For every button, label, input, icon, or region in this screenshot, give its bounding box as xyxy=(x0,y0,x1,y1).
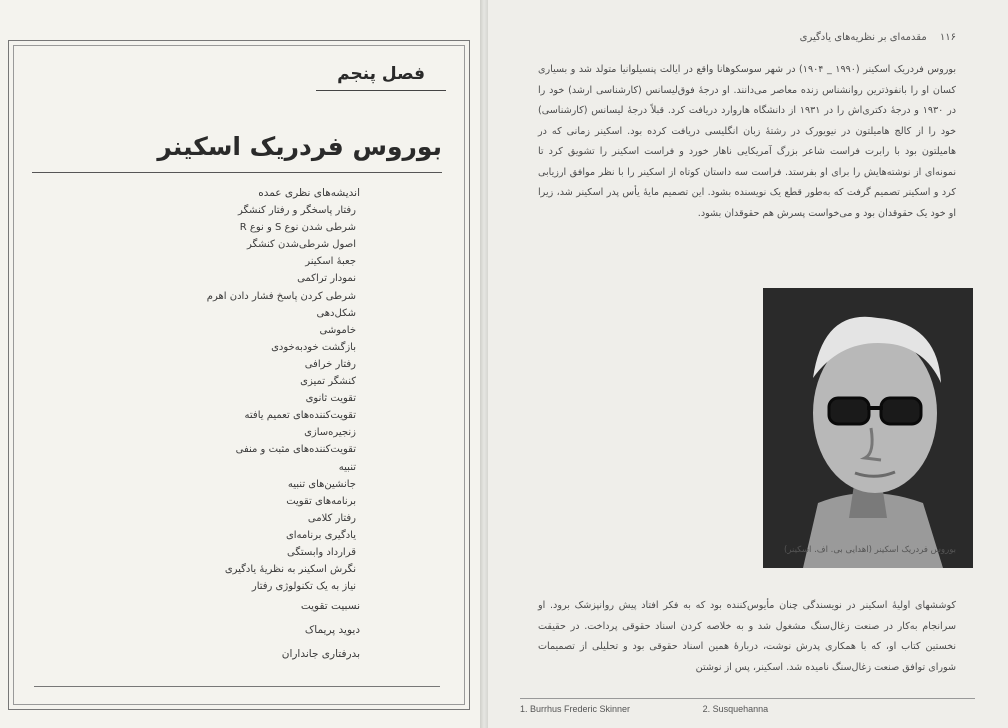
topic-item: تقویت‌کننده‌های تعمیم یافته xyxy=(244,410,356,422)
people-item: دیوید پریماک xyxy=(304,624,360,636)
chapter-label: فصل پنجم xyxy=(337,64,425,84)
people-item: بدرفتاری جانداران xyxy=(281,648,360,660)
people-list xyxy=(60,594,360,666)
topic-item: زنجیره‌سازی xyxy=(304,427,356,439)
topic-item: رفتار خرافی xyxy=(304,358,356,370)
topic-item: یادگیری برنامه‌ای xyxy=(285,529,356,541)
footnote-rule xyxy=(520,698,975,699)
topic-item: خاموشی xyxy=(319,324,356,336)
topic-item: جانشین‌های تنبیه xyxy=(287,478,356,490)
title-rule xyxy=(32,172,442,173)
people-heading: نسبیت تقویت xyxy=(300,600,360,612)
topic-item: نگرش اسکینر به نظریهٔ یادگیری xyxy=(224,564,356,576)
topic-item: رفتار پاسخگر و رفتار کنشگر xyxy=(238,205,356,217)
portrait-photo xyxy=(763,288,973,568)
topic-item: شکل‌دهی xyxy=(316,307,356,319)
footnotes xyxy=(520,704,975,714)
topic-item: قرارداد وابستگی xyxy=(287,546,356,558)
topic-item: کنشگر تمیزی xyxy=(300,376,356,388)
left-page xyxy=(0,0,480,728)
topic-item: اصول شرطی‌شدن کنشگر xyxy=(247,239,356,251)
topic-item: نیاز به یک تکنولوژی رفتار xyxy=(251,581,356,593)
book-gutter xyxy=(480,0,488,728)
topic-item: جعبهٔ اسکینر xyxy=(305,256,356,268)
bottom-rule xyxy=(34,686,440,687)
topics-heading: اندیشه‌های نظری عمده xyxy=(258,187,360,199)
topic-item: بازگشت خودبه‌خودی xyxy=(271,341,356,353)
running-header xyxy=(800,32,956,43)
topic-item: تقویت ثانوی xyxy=(305,393,356,405)
topic-item: شرطی شدن نوع S و نوع R xyxy=(239,222,356,234)
footnote-2: 2. Susquehanna xyxy=(702,704,769,714)
page-number: ۱۱۶ xyxy=(939,32,956,43)
running-header-title: مقدمه‌ای بر نظریه‌های یادگیری xyxy=(799,32,927,43)
topic-item: تنبیه xyxy=(338,461,356,473)
topics-list xyxy=(60,185,360,595)
footnote-1: 1. Burrhus Frederic Skinner xyxy=(520,704,631,714)
paragraph-1: بوروس فردریک اسکینر (۱۹۹۰ _ ۱۹۰۴) در شهر سوسکوهانا واقع در ایالت پنسیلوانیا متولد شد و بسیاری کسان او را بانفوذترین روانشناس زنده معاصر می‌دانند. او درجهٔ فوق‌لیسانس (کارشناسی ارشد) خود را در ۱۹۳۰ و درجهٔ دکتری‌اش را در ۱۹۳۱ از دانشگاه هاروارد دریافت کرد. قبلاً درجهٔ لیسانس (کارشناسی) خود را از کالج هامیلتون در نیویورک در رشتهٔ زبان انگلیسی دریافت کرده بود. اسکینر زمانی که در هامیلتون بود با رابرت فراست شاعر بزرگ آمریکایی ناهار خورد و فراست اسکینر را تشویق کرد تا نمونه‌ای از نوشته‌هایش را برای او بفرستد. فراست سه داستان کوتاه از اسکینر را با نظر موافق ارزیابی کرد و اسکینر تصمیم گرفت که به‌طور قطع یک نویسنده بشود. این تصمیم مایهٔ یأس پدر اسکینر شد، زیرا او خود یک حقوقدان بود و می‌خواست پسرش هم حقوقدان بشود. xyxy=(538,64,956,219)
topic-item: برنامه‌های تقویت xyxy=(286,495,356,507)
portrait-illustration xyxy=(763,288,973,568)
topic-item: رفتار کلامی xyxy=(307,512,356,524)
chapter-title: بوروس فردریک اسکینر xyxy=(157,132,442,161)
chapter-label-underline xyxy=(316,90,446,91)
topic-item: شرطی کردن پاسخ فشار دادن اهرم xyxy=(206,290,356,302)
paragraph-2: کوششهای اولیهٔ اسکینر در نویسندگی چنان مأیوس‌کننده بود که به فکر افتاد پیش روانپزشک برود. او سرانجام به‌کار در صنعت زغال‌سنگ مشغول شد و به خلاصه کردن اسناد حقوقی پرداخت. در حقیقت نخستین کتاب او، که با همکاری پدرش نوشت، دربارهٔ همین اسناد حقوقی بود و تحلیلی از تصمیمات شورای توافق صنعت زغال‌سنگ نامیده شد. اسکینر، پس از نوشتن xyxy=(538,600,956,673)
topic-item: نمودار تراکمی xyxy=(297,273,356,285)
photo-caption: بوروس فردریک اسکینر (اهدایی بی. اف. اسکینر) xyxy=(784,545,956,555)
topic-item: تقویت‌کننده‌های مثبت و منفی xyxy=(235,444,356,456)
